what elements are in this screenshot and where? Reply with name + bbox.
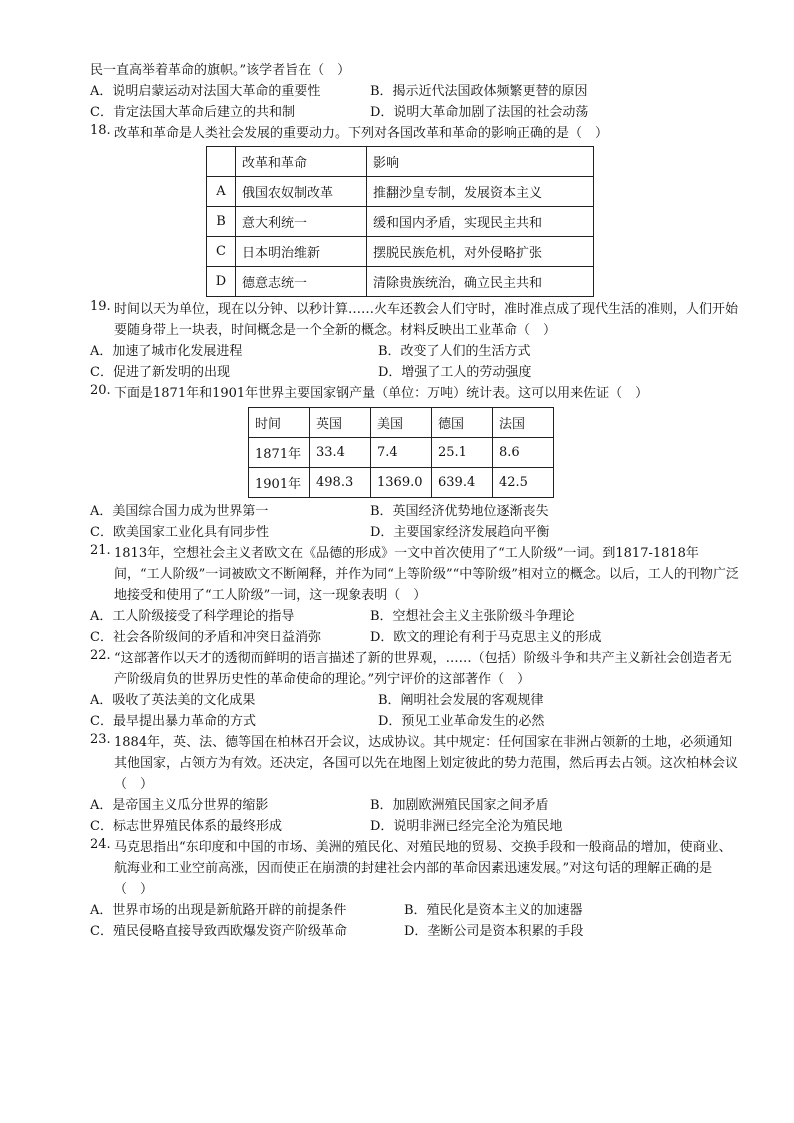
question-number: 18.	[90, 123, 111, 138]
q17-options-row2	[90, 102, 740, 123]
table-header-cell: 美国	[371, 408, 432, 438]
table-cell: 8.6	[493, 438, 554, 468]
question-number: 24.	[90, 837, 111, 852]
q17-option-b[interactable]: B．揭示近代法国政体频繁更替的原因	[370, 84, 588, 99]
q22-option-c[interactable]: C．最早提出暴力革命的方式	[90, 714, 256, 729]
q23-option-d[interactable]: D．说明非洲已经完全沦为殖民地	[370, 819, 563, 834]
q21-options-row2	[90, 627, 740, 648]
q19-option-d[interactable]: D．增强了工人的劳动强度	[378, 365, 532, 380]
exam-page	[90, 60, 740, 942]
table-header-cell: 改革和革命	[236, 147, 367, 177]
table-cell: 25.1	[432, 438, 493, 468]
q18-table	[206, 146, 594, 297]
q22-options-row2	[90, 711, 740, 732]
q21-option-a[interactable]: A．工人阶级接受了科学理论的指导	[90, 609, 295, 624]
q23-options-row1	[90, 795, 740, 816]
q22-option-b[interactable]: B．阐明社会发展的客观规律	[378, 693, 544, 708]
table-row	[207, 177, 594, 207]
q20-options-row2	[90, 522, 740, 543]
table-cell: D	[207, 267, 236, 297]
question-number: 21.	[90, 543, 111, 558]
q17-option-d[interactable]: D．说明大革命加剧了法国的社会动荡	[370, 105, 589, 120]
question-number: 22.	[90, 648, 111, 663]
table-cell: 33.4	[310, 438, 371, 468]
question-stem: 时间以天为单位，现在以分钟、以秒计算……火车还教会人们守时，准时准点成了现代生活的准则，人们开始要随身带上一块表，时间概念是一个全新的概念。材料反映出工业革命（ ）	[114, 302, 739, 338]
table-cell: 1871年	[249, 438, 310, 468]
table-cell: 42.5	[493, 468, 554, 498]
table-header-cell	[207, 147, 236, 177]
table-cell: 意大利统一	[236, 207, 367, 237]
table-cell: 清除贵族统治，确立民主共和	[367, 267, 594, 297]
q24-option-a[interactable]: A．世界市场的出现是新航路开辟的前提条件	[90, 903, 347, 918]
table-cell: C	[207, 237, 236, 267]
table-header-cell: 影响	[367, 147, 594, 177]
table-header-row	[207, 147, 594, 177]
q22-options-row1	[90, 690, 740, 711]
q17-continuation: 民一直高举着革命的旗帜。”该学者旨在（ ）	[90, 63, 351, 78]
q24-options-row2	[90, 921, 740, 942]
q24-option-d[interactable]: D．垄断公司是资本积累的手段	[404, 924, 584, 939]
table-cell: 摆脱民族危机，对外侵略扩张	[367, 237, 594, 267]
q20-option-b[interactable]: B．英国经济优势地位逐渐丧失	[370, 504, 549, 519]
table-cell: 日本明治维新	[236, 237, 367, 267]
question-18	[90, 123, 740, 144]
table-row	[207, 237, 594, 267]
question-24	[90, 837, 740, 900]
table-cell: 639.4	[432, 468, 493, 498]
question-22	[90, 648, 740, 690]
q19-option-c[interactable]: C．促进了新发明的出现	[90, 365, 230, 380]
q23-options-row2	[90, 816, 740, 837]
question-stem: “这部著作以天才的透彻而鲜明的语言描述了新的世界观，……（包括）阶级斗争和共产主义新社会创造者无产阶级肩负的世界历史性的革命使命的理论。”列宁评价的这部著作（ ）	[114, 651, 732, 687]
q22-option-a[interactable]: A．吸收了英法美的文化成果	[90, 693, 256, 708]
table-cell: 推翻沙皇专制，发展资本主义	[367, 177, 594, 207]
q21-options-row1	[90, 606, 740, 627]
table-cell: 德意志统一	[236, 267, 367, 297]
question-number: 20.	[90, 383, 111, 398]
table-header-cell: 法国	[493, 408, 554, 438]
question-number: 19.	[90, 299, 111, 314]
q23-option-c[interactable]: C．标志世界殖民体系的最终形成	[90, 819, 282, 834]
q19-option-a[interactable]: A．加速了城市化发展进程	[90, 344, 243, 359]
q24-option-b[interactable]: B．殖民化是资本主义的加速器	[404, 903, 583, 918]
question-20	[90, 383, 740, 404]
q23-option-a[interactable]: A．是帝国主义瓜分世界的缩影	[90, 798, 269, 813]
question-stem: 1884年，英、法、德等国在柏林召开会议，达成协议。其中规定：任何国家在非洲占领新的土地，必须通知其他国家，占领方为有效。还决定，各国可以先在地图上划定彼此的势力范围，然后再去占领。这次柏林会议（ ）	[114, 735, 739, 792]
question-stem: 马克思指出“东印度和中国的市场、美洲的殖民化、对殖民地的贸易、交换手段和一般商品的增加，使商业、航海业和工业空前高涨，因而使正在崩溃的封建社会内部的革命因素迅速发展。”对这句话的理解正确的是（ ）	[114, 840, 732, 897]
question-number: 23.	[90, 732, 111, 747]
table-cell: B	[207, 207, 236, 237]
question-19	[90, 299, 740, 341]
question-21	[90, 543, 740, 606]
table-row	[249, 468, 554, 498]
question-stem: 1813年，空想社会主义者欧文在《品德的形成》一文中首次使用了“工人阶级”一词。到1817-1818年间，“工人阶级”一词被欧文不断阐释，并作为同“上等阶级”“中等阶级”相对立的概念。以后，工人的刊物广泛地接受和使用了“工人阶级”一词，这一现象表明（ ）	[114, 546, 739, 603]
q24-option-c[interactable]: C．殖民侵略直接导致西欧爆发资产阶级革命	[90, 924, 347, 939]
table-cell: 498.3	[310, 468, 371, 498]
q17-option-c[interactable]: C．肯定法国大革命后建立的共和制	[90, 105, 295, 120]
q24-options-row1	[90, 900, 740, 921]
q19-options-row2	[90, 362, 740, 383]
table-row	[207, 267, 594, 297]
q21-option-b[interactable]: B．空想社会主义主张阶级斗争理论	[370, 609, 575, 624]
table-header-row	[249, 408, 554, 438]
table-row	[207, 207, 594, 237]
table-cell: 7.4	[371, 438, 432, 468]
q20-option-a[interactable]: A．美国综合国力成为世界第一	[90, 504, 269, 519]
q20-option-d[interactable]: D．主要国家经济发展趋向平衡	[370, 525, 550, 540]
q19-options-row1	[90, 341, 740, 362]
table-header-cell: 时间	[249, 408, 310, 438]
q17-options-row1	[90, 81, 740, 102]
table-cell: 1369.0	[371, 468, 432, 498]
q20-table	[248, 407, 554, 498]
table-cell: 缓和国内矛盾，实现民主共和	[367, 207, 594, 237]
question-stem: 下面是1871年和1901年世界主要国家钢产量（单位：万吨）统计表。这可以用来佐证（ ）	[114, 386, 649, 401]
q20-options-row1	[90, 501, 740, 522]
table-cell: 俄国农奴制改革	[236, 177, 367, 207]
question-stem: 改革和革命是人类社会发展的重要动力。下列对各国改革和革命的影响正确的是（ ）	[114, 126, 609, 141]
question-23	[90, 732, 740, 795]
q17-option-a[interactable]: A．说明启蒙运动对法国大革命的重要性	[90, 84, 321, 99]
table-row	[249, 438, 554, 468]
q21-option-d[interactable]: D．欧文的理论有利于马克思主义的形成	[370, 630, 602, 645]
table-cell: A	[207, 177, 236, 207]
q23-option-b[interactable]: B．加剧欧洲殖民国家之间矛盾	[370, 798, 549, 813]
table-cell: 1901年	[249, 468, 310, 498]
table-header-cell: 英国	[310, 408, 371, 438]
q21-option-c[interactable]: C．社会各阶级间的矛盾和冲突日益消弥	[90, 630, 321, 645]
q22-option-d[interactable]: D．预见工业革命发生的必然	[378, 714, 545, 729]
table-header-cell: 德国	[432, 408, 493, 438]
q20-option-c[interactable]: C．欧美国家工业化具有同步性	[90, 525, 269, 540]
q19-option-b[interactable]: B．改变了人们的生活方式	[378, 344, 531, 359]
